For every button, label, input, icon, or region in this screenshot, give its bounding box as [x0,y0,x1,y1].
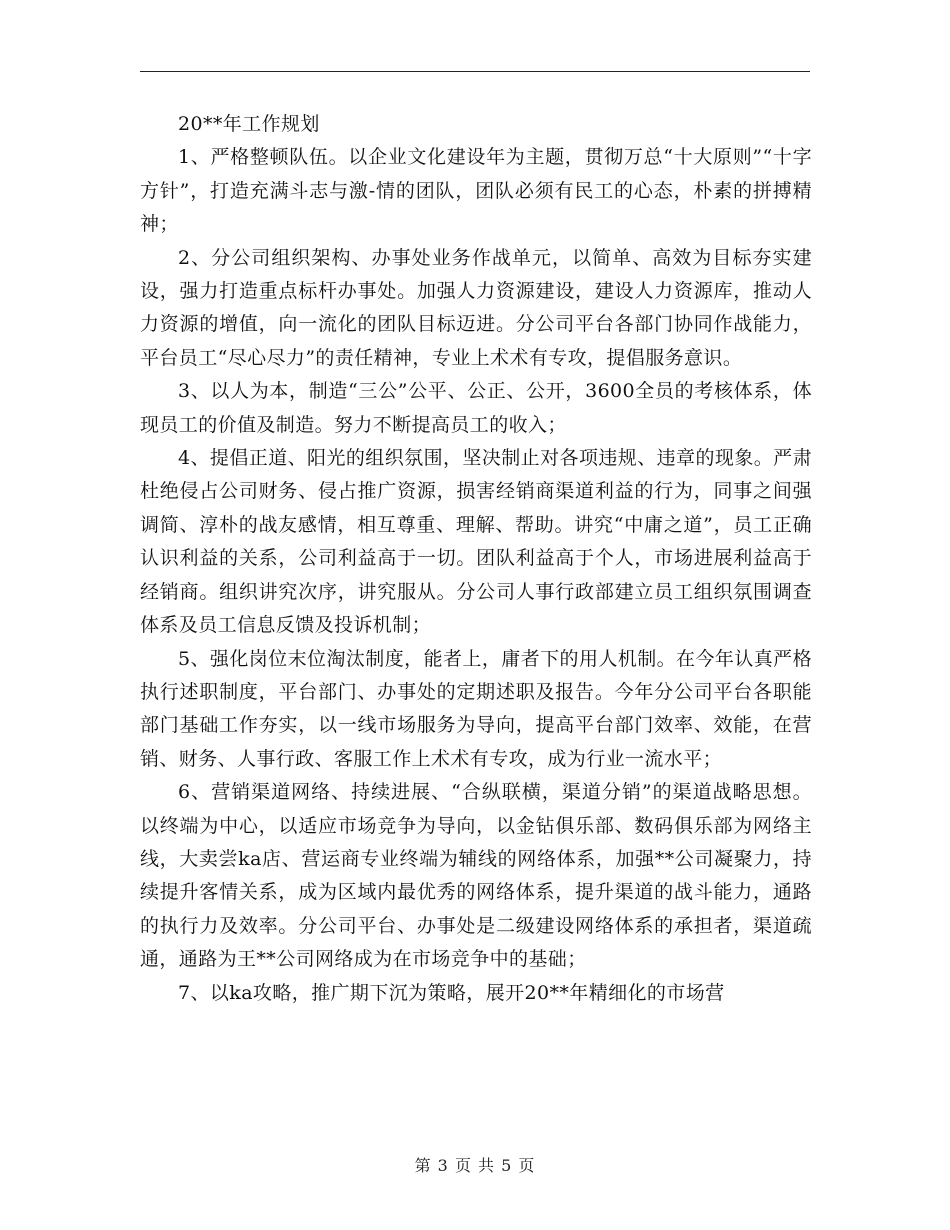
document-body [140,108,812,1010]
paragraph-1: 1、严格整顿队伍。以企业文化建设年为主题，贯彻万总“十大原则”“十字方针”，打造充满斗志与激-情的团队，团队必须有民工的心态，朴素的拼搏精神； [140,146,812,236]
paragraph-4: 4、提倡正道、阳光的组织氛围，坚决制止对各项违规、违章的现象。严肃杜绝侵占公司财务、侵占推广资源，损害经销商渠道利益的行为，同事之间强调简、淳朴的战友感情，相互尊重、理解、帮助。讲究“中庸之道”，员工正确认识利益的关系，公司利益高于一切。团队利益高于个人，市场进展利益高于经销商。组织讲究次序，讲究服从。分公司人事行政部建立员工组织氛围调查体系及员工信息反馈及投诉机制； [140,447,812,637]
header-rule [140,71,810,72]
paragraph-2: 2、分公司组织架构、办事处业务作战单元，以简单、高效为目标夯实建设，强力打造重点标杆办事处。加强人力资源建设，建设人力资源库，推动人力资源的增值，向一流化的团队目标迈进。分公司平台各部门协同作战能力，平台员工“尽心尽力”的责任精神，专业上术术有专攻，提倡服务意识。 [140,246,812,369]
document-title: 20**年工作规划 [178,113,320,135]
paragraph-3: 3、以人为本，制造“三公”公平、公正、公开，3600全员的考核体系，体现员工的价值及制造。努力不断提高员工的收入； [140,380,812,436]
paragraph-5: 5、强化岗位末位淘汰制度，能者上，庸者下的用人机制。在今年认真严格执行述职制度，平台部门、办事处的定期述职及报告。今年分公司平台各职能部门基础工作夯实，以一线市场服务为导向，提高平台部门效率、效能，在营销、财务、人事行政、客服工作上术术有专攻，成为行业一流水平； [140,647,812,770]
paragraph-7: 7、以ka攻略，推广期下沉为策略，展开20**年精细化的市场营 [178,981,725,1004]
paragraph-6: 6、营销渠道网络、持续进展、“合纵联横，渠道分销”的渠道战略思想。以终端为中心，以适应市场竞争为导向，以金钻俱乐部、数码俱乐部为网络主线，大卖尝ka店、营运商专业终端为辅线的网络体系，加强**公司凝聚力，持续提升客情关系，成为区域内最优秀的网络体系，提升渠道的战斗能力，通路的执行力及效率。分公司平台、办事处是二级建设网络体系的承担者，渠道疏通，通路为王**公司网络成为在市场竞争中的基础； [140,781,812,971]
page-number-footer: 第 3 页 共 5 页 [414,1156,536,1175]
